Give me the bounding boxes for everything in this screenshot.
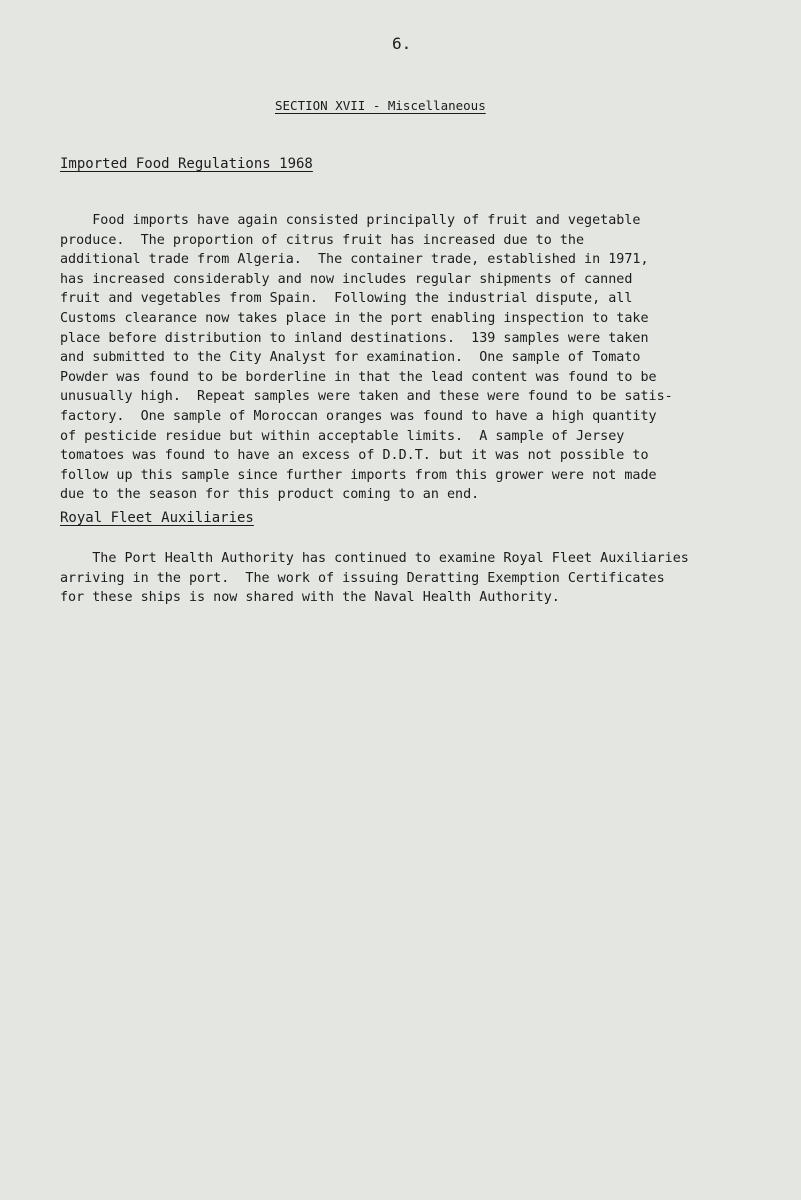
page-number: 6. bbox=[392, 34, 412, 53]
section-title: SECTION XVII - Miscellaneous bbox=[275, 98, 486, 113]
imported-food-paragraph: Food imports have again consisted principally of fruit and vegetable produce. The proportion of citrus fruit has increased due to the additional trade from Algeria. The container trade, established in 1971, has increased considerably and now includes regular shipments of canned fruit and vegetables from Spain. Following the industrial dispute, all Customs clearance now takes place in the port enabling inspection to take place before distribution to inland destinations. 139 samples were taken and submitted to the City Analyst for examination. One sample of Tomato Powder was found to be borderline in that the lead content was found to be unusually high. Repeat samples were taken and these were found to be satis- factory. One sample of Moroccan oranges was found to have a high quantity of pesticide residue but within acceptable limits. A sample of Jersey tomatoes was found to have an excess of D.D.T. but it was not possible to follow up this sample since further imports from this grower were not made due to the season for this product coming to an end. bbox=[60, 213, 673, 503]
imported-food-heading: Imported Food Regulations 1968 bbox=[60, 156, 313, 172]
royal-fleet-heading: Royal Fleet Auxiliaries bbox=[60, 510, 254, 526]
royal-fleet-paragraph: The Port Health Authority has continued to examine Royal Fleet Auxiliaries arriving in the port. The work of issuing Deratting Exemption Certificates for these ships is now shared with the Naval Health Authority. bbox=[60, 551, 689, 606]
